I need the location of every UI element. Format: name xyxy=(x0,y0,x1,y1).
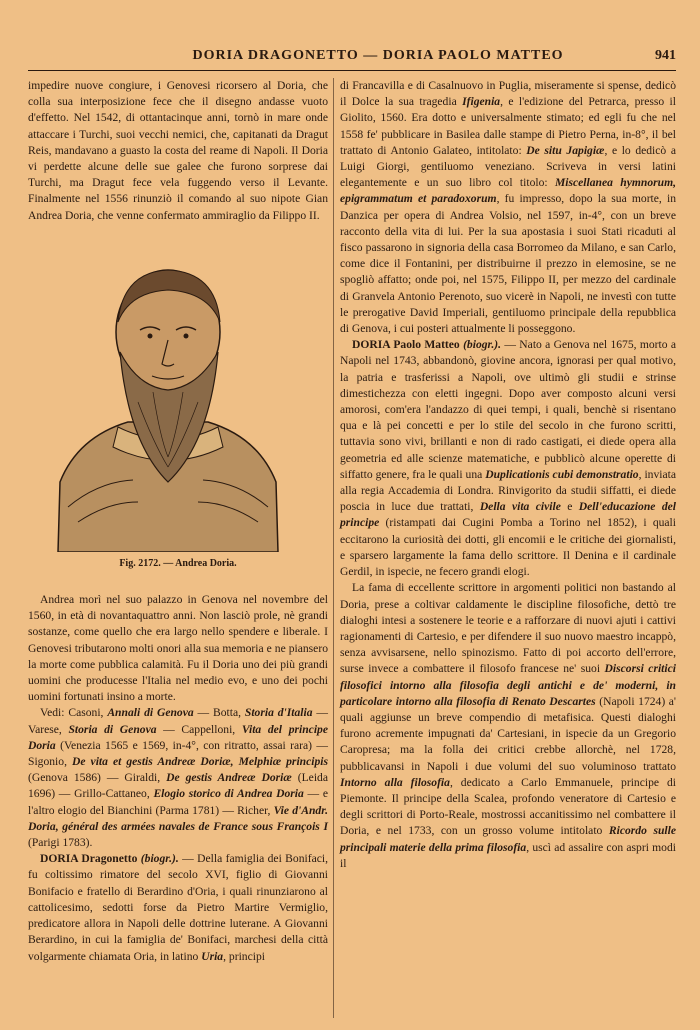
paragraph-continuation: impedire nuove congiure, i Genovesi ricorsero al Doria, che colla sua interposizione fece che il disegno andasse vuoto d'effetto. Nel 1542, di ottantacinque anni, tornò in mare onde attaccare i Turchi, suoi vecchi nemici, che, capitanati da Dragut Reis, mandavano a guasto la costa del reame di Napoli. Il Doria vi perdette alcune delle sue galee che furono sorprese dai Turchi, ma Dragut fece vela fuggendo verso il Levante. Finalmente nel 1556 rinunziò il comando al suo nipote Gian Andrea Doria, che venne confermato ammiraglio da Filippo II. xyxy=(28,79,328,222)
entry-heading: DORIA Paolo Matteo xyxy=(352,338,460,352)
paragraph-death: Andrea morì nel suo palazzo in Genova nel novembre del 1560, in età di novantaquattro anni. Non lasciò prole, nè grandi sostanze, come quello che era largo nello spendere e liberale. I Genovesi tributarono molti onori alla sua memoria e ne piansero la morte come pubblica calamità. Fu il Doria uno dei più grandi uomini che producesse l'Italia nel medio evo, e uno dei pochi uomini fortunati insino a morte. xyxy=(28,593,328,704)
entry-heading: DORIA Dragonetto xyxy=(40,852,138,866)
left-column xyxy=(28,78,328,1020)
entry-doria-dragonetto: DORIA Dragonetto (biogr.). — Della famiglia dei Bonifaci, fu coltissimo rimatore del secolo XVI, figlio di Giovanni Bonifacio e fratello di Berardino d'Oria, i quali rinunziarono al cattolicesimo, sedotti forse da Pietro Martire Vermiglio, predicatore allora in Napoli delle dottrine luterane. A Giovanni Berardino, in cui la famiglia de' Bonifaci, marchesi della città volgarmente chiamata Oria, in latino Uria, principi xyxy=(28,852,328,963)
page-number: 941 xyxy=(655,48,676,63)
column-divider xyxy=(333,78,334,1018)
portrait-figure xyxy=(28,252,328,552)
entry-doria-paolo-matteo: DORIA Paolo Matteo (biogr.). — Nato a Genova nel 1675, morto a Napoli nel 1743, abbandonò, giovine ancora, ignorasi per qual motivo, la patria e trasferissi a Napoli, ove ultimò gli studii e strinse dimestichezza con eletti ingegni. Dopo aver composto alcuni versi amorosi, com'era l'andazzo di quei tempi, i quali, benchè si risentano qua e là pei concetti e per lo stile del secolo in che furono scritti, tuttavia sono vivi, brillanti e non di rado castigati, ei diede opera alla geometria ed alle scienze matematiche, e pubblicò alcune operette di siffatto genere, fra le quali una Duplicationis cubi demonstratio, inviata alla regia Accademia di Londra. Rinvigorito da studii siffatti, ei diede poscia in luce due trattati, Della vita civile e Dell'educazione del principe (ristampati dai Cugini Pomba a Torino nel 1852), i quali eccitarono la curiosità dei dotti, gli encomii e le critiche dei giornalisti, e sparsero largamente la fama dello scrittore. Il Denina e il cardinale Gerdil, in ispecie, ne fecero grandi elogi. xyxy=(340,338,677,579)
paragraph-philosophy: La fama di eccellente scrittore in argomenti politici non bastando al Doria, prese a coltivar caldamente le discipline filosofiche, dettò tre dialoghi intesi a sostenere le teorie e a rafforzare di nuovi ajuti i cattivi ragionamenti di Cartesio, e per difendere il suo nuovo maestro incappò, senza avvisarsene, nello spinozismo. Fatto di poi accorto dell'errore, surse invece a combattere il filosofo francese ne' suoi Discorsi critici filosofici intorno alla filosofia degli antichi e de' moderni, in particolare intorno alla filosofia di Renato Descartes (Napoli 1724) a' quali aggiunse un breve compendio di metafisica. Questi dialoghi furono acremente impugnati da' Cartesiani, in ispecie da un Gregorio Caropresa; ma la folla dei critici crebbe allorchè, nel 1728, pubblicavansi in Napoli i due volumi del suo voluminoso trattato Intorno alla filosofia, dedicato a Carlo Emmanuele, principe di Piemonte. Il principe della Scalea, profondo veneratore di Cartesio e degli scrittori di Porto-Reale, mostrossi accanitissimo nel combattere il Doria, e nel 1733, con un grosso volume intitolato Ricordo sulle principali materie della prima filosofia, uscì ad assalire con aspri modi il xyxy=(340,581,676,870)
page-header xyxy=(28,48,676,71)
running-title: DORIA DRAGONETTO — DORIA PAOLO MATTEO xyxy=(192,48,564,63)
paragraph-references: Vedi: Casoni, Annali di Genova — Botta, Storia d'Italia — Varese, Storia di Genova — Cappelloni, Vita del principe Doria (Venezia 1565 e 1569, in-4°, con ritratto, assai rara) — Sigonio, De vita et gestis Andreæ Doriæ, Melphiæ principis (Genova 1586) — Giraldi, De gestis Andreæ Doriæ (Leida 1696) — Grillo-Cattaneo, Elogio storico di Andrea Doria — e l'altro elogio del Bianchini (Parma 1781) — Richer, Vie d'Andr. Doria, général des armées navales de France sous François I (Parigi 1783). xyxy=(28,706,329,850)
paragraph-dragonetto-continued: di Francavilla e di Casalnuovo in Puglia, miseramente si spense, dedicò il Dolce la sua tragedia Ifigenia, e l'edizione del Petrarca, presso il Giolito, 1560. Era dotto e universalmente stimato; ed egli fu che nel 1558 fe' pubblicare in Basilea dalle stampe di Pietro Perna, in-8°, il bel trattato di Antonio Galateo, intitolato: De situ Japigiæ, e lo dedicò a Luigi Giorgi, gentiluomo veneziano. Scriveva in versi latini elegantemente e un suo libro col titolo: Miscellanea hymnorum, epigrammatum et paradoxorum, fu impresso, dopo la sua morte, in Danzica per opera di Andrea Volsio, nel 1597, in-4°, con un breve racconto della vita di lui. Per la sua apostasia i suoi Stati ricaduti al fisco passarono in signoria della casa Borromeo da Milano, e san Carlo, come dice il Fontanini, per distribuirne il prezzo in elemosine, se ne spogliò affatto; onde poi, nel 1575, Filippo II, per mezzo del cardinale di Granvela Antonio Perenoto, suo vicerè in Napoli, ne investì con tutte le prerogative David Imperiali, gentiluomo principale della repubblica di Genova, i cui posteri attualmente li posseggono. xyxy=(340,79,676,336)
right-column xyxy=(340,78,676,1020)
figure-caption: Fig. 2172. — Andrea Doria. xyxy=(119,557,237,569)
andrea-doria-portrait xyxy=(38,252,298,552)
